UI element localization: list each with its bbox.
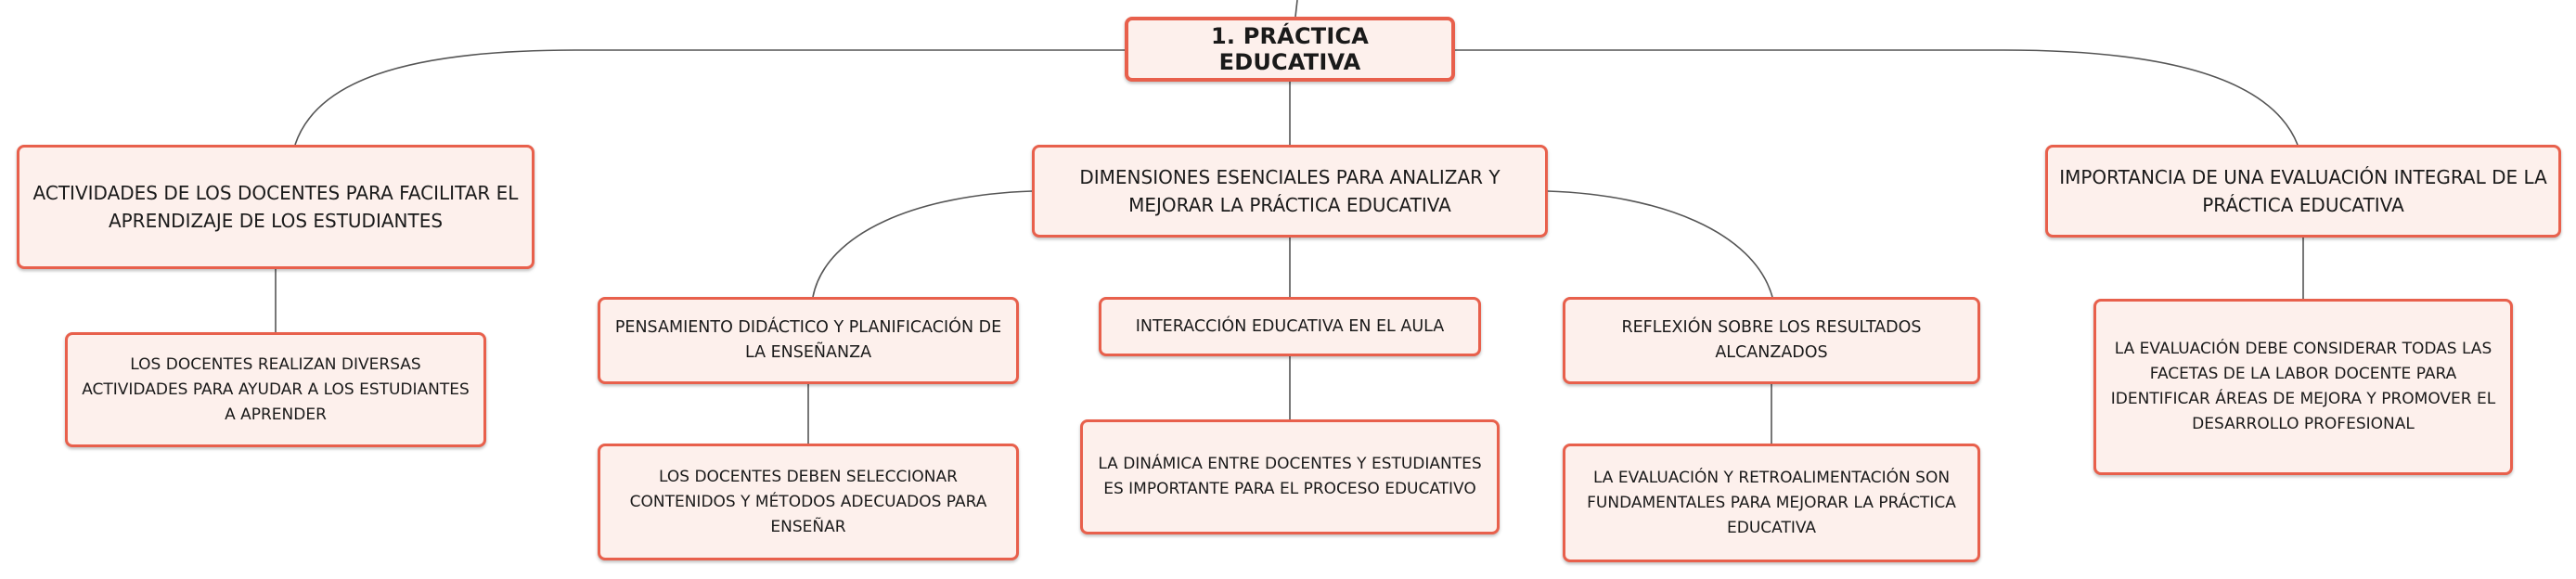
detail-node-reflexion[interactable] xyxy=(1563,444,1980,562)
branch-node-importancia[interactable] xyxy=(2045,145,2561,238)
detail-node-importancia[interactable] xyxy=(2093,299,2513,475)
detail-node-interaccion[interactable] xyxy=(1080,419,1500,534)
root-node-label: 1. PRÁCTICA EDUCATIVA xyxy=(1210,23,1370,75)
connector-dimensiones-reflexion xyxy=(1548,191,1772,297)
detail-node-label: LOS DOCENTES REALIZAN DIVERSAS ACTIVIDADES PARA AYUDAR A LOS ESTUDIANTES A APRENDER xyxy=(82,354,470,424)
branch-node-actividades[interactable] xyxy=(17,145,535,269)
connector-root-branch-actividades xyxy=(295,50,1125,145)
detail-node-label: LOS DOCENTES DEBEN SELECCIONAR CONTENIDOS Y MÉTODOS ADECUADOS PARA ENSEÑAR xyxy=(629,467,987,536)
subtopic-node-label: PENSAMIENTO DIDÁCTICO Y PLANIFICACIÓN DE LA ENSEÑANZA xyxy=(614,318,1002,362)
detail-node-label: LA EVALUACIÓN Y RETROALIMENTACIÓN SON FUNDAMENTALES PARA MEJORAR LA PRÁCTICA EDUCATIVA xyxy=(1587,468,1956,537)
branch-node-label: IMPORTANCIA DE UNA EVALUACIÓN INTEGRAL DE LA PRÁCTICA EDUCATIVA xyxy=(2059,166,2547,216)
connector-root-parent xyxy=(1295,0,1297,17)
connector-root-branch-importancia xyxy=(1455,50,2298,145)
branch-node-label: ACTIVIDADES DE LOS DOCENTES PARA FACILITAR EL APRENDIZAJE DE LOS ESTUDIANTES xyxy=(32,182,519,232)
subtopic-node-label: INTERACCIÓN EDUCATIVA EN EL AULA xyxy=(1135,316,1445,336)
subtopic-node-interaccion[interactable] xyxy=(1099,297,1481,356)
connector-dimensiones-pensamiento xyxy=(813,191,1032,297)
detail-node-pensamiento[interactable] xyxy=(598,444,1019,560)
branch-node-dimensiones[interactable] xyxy=(1032,145,1548,238)
subtopic-node-pensamiento[interactable] xyxy=(598,297,1019,384)
branch-node-label: DIMENSIONES ESENCIALES PARA ANALIZAR Y MEJORAR LA PRÁCTICA EDUCATIVA xyxy=(1079,166,1501,216)
detail-node-actividades[interactable] xyxy=(65,332,486,447)
root-node[interactable] xyxy=(1125,17,1455,82)
subtopic-node-reflexion[interactable] xyxy=(1563,297,1980,384)
subtopic-node-label: REFLEXIÓN SOBRE LOS RESULTADOS ALCANZADOS xyxy=(1621,318,1922,362)
detail-node-label: LA EVALUACIÓN DEBE CONSIDERAR TODAS LAS FACETAS DE LA LABOR DOCENTE PARA IDENTIFICAR ÁREAS DE MEJORA Y PROMOVER EL DESARROLLO PROFESIONAL xyxy=(2110,340,2496,433)
detail-node-label: LA DINÁMICA ENTRE DOCENTES Y ESTUDIANTES ES IMPORTANTE PARA EL PROCESO EDUCATIVO xyxy=(1098,455,1482,498)
